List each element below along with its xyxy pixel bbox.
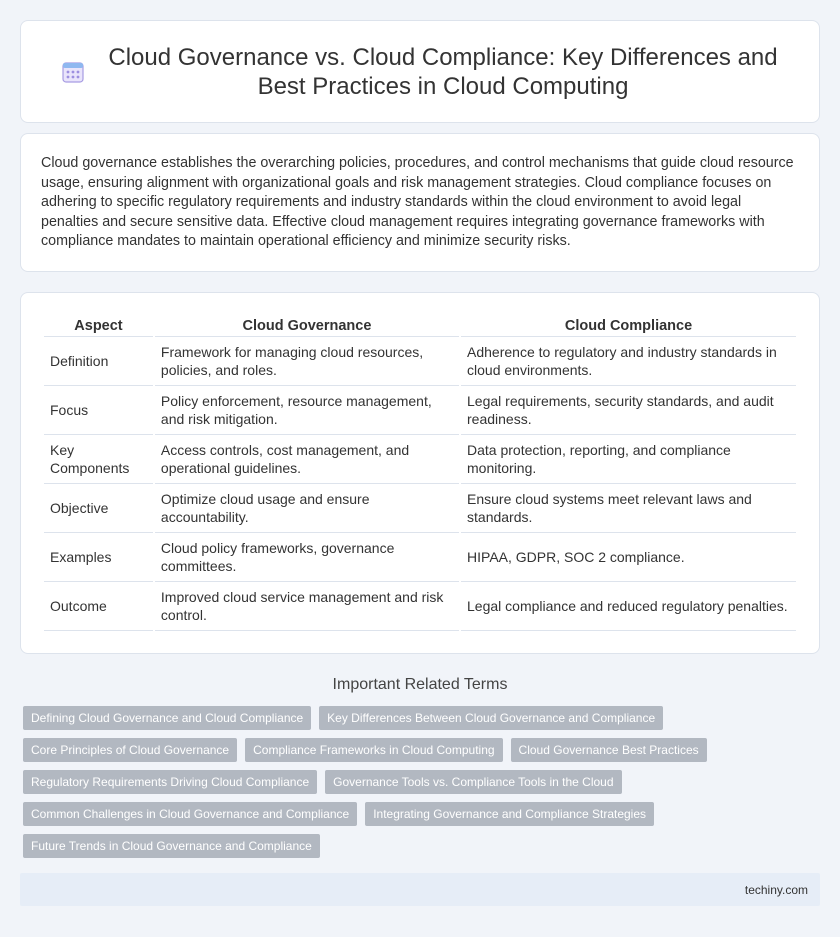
related-term-tag[interactable]: Regulatory Requirements Driving Cloud Compliance — [23, 770, 317, 794]
table-row — [44, 582, 796, 631]
header-cloud-governance: Cloud Governance — [155, 313, 459, 337]
related-term-tag[interactable]: Common Challenges in Cloud Governance and Compliance — [23, 802, 357, 826]
related-terms-tags — [23, 706, 723, 866]
cell-governance: Framework for managing cloud resources, policies, and roles. — [155, 337, 459, 386]
cell-aspect: Examples — [44, 533, 153, 582]
page-title: Cloud Governance vs. Cloud Compliance: Key Differences and Best Practices in Cloud Computing — [108, 43, 778, 100]
related-term-tag[interactable]: Cloud Governance Best Practices — [511, 738, 707, 762]
cell-governance: Improved cloud service management and risk control. — [155, 582, 459, 631]
related-terms-title: Important Related Terms — [332, 676, 508, 693]
table-row — [44, 337, 796, 386]
header-card — [20, 20, 820, 123]
cell-compliance: Legal requirements, security standards, and audit readiness. — [461, 386, 796, 435]
footer-site-link[interactable]: techiny.com — [744, 883, 808, 897]
table-row — [44, 533, 796, 582]
related-term-tag[interactable]: Integrating Governance and Compliance Strategies — [365, 802, 654, 826]
cell-compliance: Ensure cloud systems meet relevant laws and standards. — [461, 484, 796, 533]
related-term-tag[interactable]: Core Principles of Cloud Governance — [23, 738, 237, 762]
table-row — [44, 435, 796, 484]
related-term-tag[interactable]: Governance Tools vs. Compliance Tools in the Cloud — [325, 770, 621, 794]
cell-compliance: Legal compliance and reduced regulatory penalties. — [461, 582, 796, 631]
tag-row — [23, 834, 723, 858]
table-row — [44, 484, 796, 533]
cell-compliance: HIPAA, GDPR, SOC 2 compliance. — [461, 533, 796, 582]
related-term-tag[interactable]: Key Differences Between Cloud Governance and Compliance — [319, 706, 663, 730]
header-aspect: Aspect — [44, 313, 153, 337]
cell-aspect: Key Components — [44, 435, 153, 484]
header-cloud-compliance: Cloud Compliance — [461, 313, 796, 337]
comparison-table — [42, 313, 798, 631]
cell-aspect: Outcome — [44, 582, 153, 631]
intro-paragraph: Cloud governance establishes the overarching policies, procedures, and control mechanisms that guide cloud resource usage, ensuring alignment with organizational goals and risk management strategies. Cloud compliance focuses on adhering to specific regulatory requirements and industry standards within the cloud environment to avoid legal penalties and secure sensitive data. Effective cloud management requires integrating governance frameworks with compliance mandates to maintain operational efficiency and minimize security risks. — [41, 155, 794, 249]
table-header-row — [44, 313, 796, 337]
intro-card — [20, 133, 820, 272]
calendar-grid-icon — [61, 60, 85, 84]
tag-row — [23, 738, 723, 762]
tag-row — [23, 706, 723, 730]
cell-governance: Optimize cloud usage and ensure accountability. — [155, 484, 459, 533]
cell-compliance: Data protection, reporting, and compliance monitoring. — [461, 435, 796, 484]
cell-aspect: Objective — [44, 484, 153, 533]
cell-governance: Access controls, cost management, and operational guidelines. — [155, 435, 459, 484]
tag-row — [23, 802, 723, 826]
table-row — [44, 386, 796, 435]
cell-governance: Cloud policy frameworks, governance committees. — [155, 533, 459, 582]
tag-row — [23, 770, 723, 794]
cell-compliance: Adherence to regulatory and industry standards in cloud environments. — [461, 337, 796, 386]
related-term-tag[interactable]: Defining Cloud Governance and Cloud Compliance — [23, 706, 311, 730]
comparison-table-card — [20, 292, 820, 654]
related-term-tag[interactable]: Compliance Frameworks in Cloud Computing — [245, 738, 502, 762]
cell-aspect: Focus — [44, 386, 153, 435]
footer — [20, 873, 820, 906]
related-term-tag[interactable]: Future Trends in Cloud Governance and Compliance — [23, 834, 320, 858]
cell-governance: Policy enforcement, resource management, and risk mitigation. — [155, 386, 459, 435]
title-wrap — [21, 21, 819, 122]
cell-aspect: Definition — [44, 337, 153, 386]
